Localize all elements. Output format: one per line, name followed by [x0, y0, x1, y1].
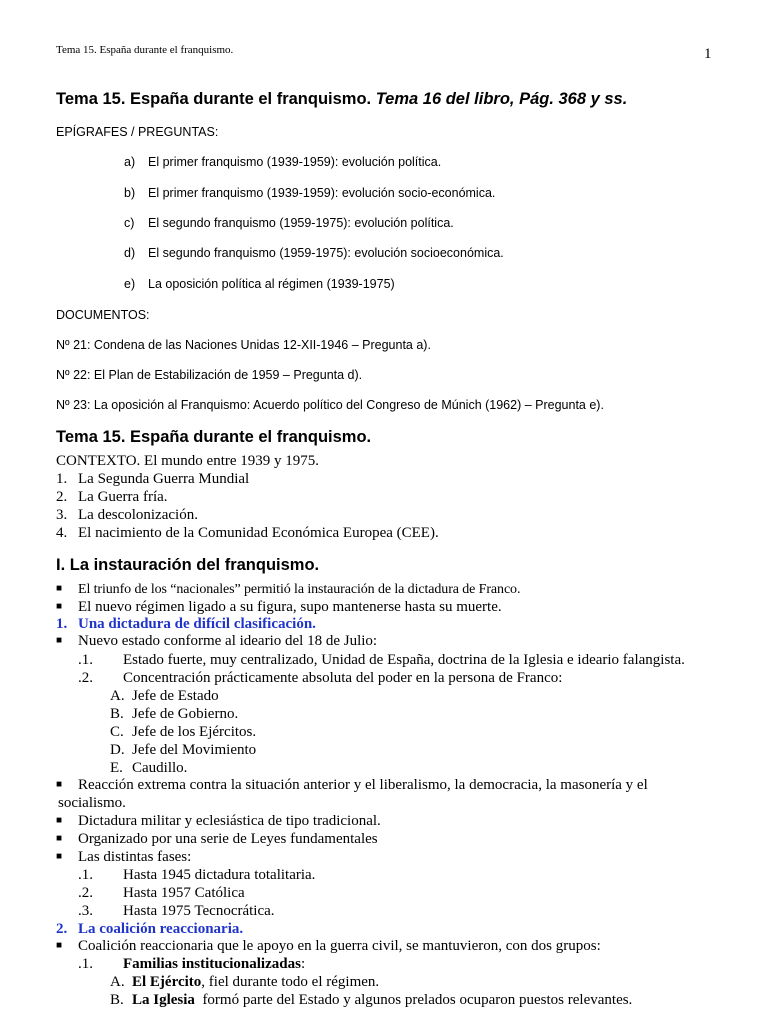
power-text: Jefe de Estado [132, 688, 219, 704]
power-text: Jefe de los Ejércitos. [132, 724, 257, 740]
item-number: 3. [56, 507, 68, 523]
epigrafe-marker: a) [124, 155, 136, 169]
item-number: 2. [56, 489, 68, 505]
power-text: Jefe de Gobierno. [132, 706, 239, 722]
power-text: Caudillo. [132, 760, 188, 776]
phase-number: .2. [78, 885, 93, 901]
bullet-text: Las distintas fases: [78, 849, 192, 865]
epigrafe-item [124, 155, 441, 169]
family-item [110, 973, 379, 991]
phase-item [78, 866, 315, 884]
title-main: Tema 15. España durante el franquismo. [56, 90, 372, 108]
epigrafe-item [124, 186, 495, 200]
power-letter: C. [110, 724, 124, 740]
bullet-item [56, 812, 381, 830]
bullet-icon: ■ [56, 815, 63, 826]
item-text: El nacimiento de la Comunidad Económica Europea (CEE). [78, 525, 439, 541]
item-text: La Guerra fría. [78, 489, 168, 505]
bullet-item [56, 632, 377, 650]
epigrafe-text: La oposición política al régimen (1939-1975) [148, 277, 395, 291]
bullet-text: El nuevo régimen ligado a su figura, supo mantenerse hasta su muerte. [78, 599, 502, 615]
power-item [110, 705, 238, 723]
epigrafe-item [124, 246, 504, 260]
bullet-item [56, 830, 378, 848]
bullet-text: Coalición reaccionaria que le apoyo en la guerra civil, se mantuvieron, con dos grupos: [78, 938, 601, 954]
subsection-number: 1. [56, 616, 68, 632]
power-letter: D. [110, 742, 125, 758]
epigrafe-text: El segundo franquismo (1959-1975): evolución socioeconómica. [148, 246, 504, 260]
sub-number: .1. [78, 652, 93, 668]
family-text: formó parte del Estado y algunos prelados ocuparon puestos relevantes. [194, 992, 633, 1008]
epigrafe-item [124, 216, 454, 230]
sub-text: Estado fuerte, muy centralizado, Unidad de España, doctrina de la Iglesia e ideario falangista. [123, 652, 685, 668]
family-name: La Iglesia [132, 992, 195, 1008]
phase-item [78, 884, 245, 902]
bullet-continuation: socialismo. [58, 795, 126, 811]
sub-number: .1. [78, 956, 93, 972]
phase-number: .3. [78, 903, 93, 919]
sub-item [78, 669, 562, 687]
documento-item: Nº 23: La oposición al Franquismo: Acuerdo político del Congreso de Múnich (1962) – Pregunta e). [56, 398, 604, 412]
bullet-text: Nuevo estado conforme al ideario del 18 de Julio: [78, 633, 378, 649]
subsection-text: Una dictadura de difícil clasificación. [78, 616, 316, 632]
power-letter: B. [110, 706, 124, 722]
contexto-heading: CONTEXTO. El mundo entre 1939 y 1975. [56, 453, 320, 469]
bullet-icon: ■ [56, 583, 63, 594]
bullet-icon: ■ [56, 833, 63, 844]
page-number: 1 [704, 46, 712, 62]
family-letter: A. [110, 974, 125, 990]
bullet-text: Organizado por una serie de Leyes fundamentales [78, 831, 378, 847]
sub-item [78, 955, 305, 973]
sub-text-bold: Familias institucionalizadas [123, 956, 301, 972]
subsection-text: La coalición reaccionaria. [78, 921, 244, 937]
phase-number: .1. [78, 867, 93, 883]
title-book-reference: Tema 16 del libro, Pág. 368 y ss. [375, 90, 628, 108]
family-item [110, 991, 632, 1009]
epigrafe-item [124, 277, 395, 291]
bullet-icon: ■ [56, 851, 63, 862]
contexto-item [56, 506, 198, 524]
item-number: 4. [56, 525, 68, 541]
item-number: 1. [56, 471, 68, 487]
epigrafe-marker: b) [124, 186, 136, 200]
documento-item: Nº 22: El Plan de Estabilización de 1959 – Pregunta d). [56, 368, 363, 382]
bullet-item [56, 598, 502, 616]
epigrafe-marker: d) [124, 246, 136, 260]
power-item [110, 759, 187, 777]
bullet-text: Reacción extrema contra la situación anterior y el liberalismo, la democracia, la masonería y el [78, 777, 648, 793]
power-item [110, 723, 256, 741]
epigrafe-text: El segundo franquismo (1959-1975): evolución política. [148, 216, 454, 230]
part-heading: I. La instauración del franquismo. [56, 556, 320, 574]
item-text: La descolonización. [78, 507, 198, 523]
sub-text: Concentración prácticamente absoluta del poder en la persona de Franco: [123, 670, 563, 686]
epigrafe-text: El primer franquismo (1939-1959): evolución socio-económica. [148, 186, 496, 200]
subsection-number: 2. [56, 921, 68, 937]
subsection-heading [56, 615, 316, 633]
section-title: Tema 15. España durante el franquismo. [56, 428, 372, 446]
documentos-label: DOCUMENTOS: [56, 308, 150, 322]
power-item [110, 741, 256, 759]
family-letter: B. [110, 992, 124, 1008]
epigrafe-marker: e) [124, 277, 136, 291]
running-header: Tema 15. España durante el franquismo. [56, 44, 234, 56]
phase-item [78, 902, 275, 920]
sub-item [78, 651, 685, 669]
subsection-heading [56, 920, 243, 938]
power-item [110, 687, 219, 705]
bullet-icon: ■ [56, 779, 63, 790]
item-text: La Segunda Guerra Mundial [78, 471, 250, 487]
bullet-icon: ■ [56, 635, 63, 646]
family-text: , fiel durante todo el régimen. [201, 974, 380, 990]
bullet-item [56, 580, 520, 599]
power-text: Jefe del Movimiento [132, 742, 257, 758]
bullet-item [56, 937, 601, 955]
contexto-item [56, 470, 249, 488]
epigrafe-text: El primer franquismo (1939-1959): evolución política. [148, 155, 442, 169]
epigrafe-marker: c) [124, 216, 135, 230]
sub-number: .2. [78, 670, 93, 686]
power-letter: E. [110, 760, 123, 776]
contexto-item [56, 488, 168, 506]
documento-item: Nº 21: Condena de las Naciones Unidas 12-XII-1946 – Pregunta a). [56, 338, 431, 352]
power-letter: A. [110, 688, 125, 704]
family-name: El Ejército [132, 974, 202, 990]
bullet-text: El triunfo de los “nacionales” permitió la instauración de la dictadura de Franco. [78, 582, 521, 597]
bullet-text: Dictadura militar y eclesiástica de tipo tradicional. [78, 813, 381, 829]
epigrafes-label: EPÍGRAFES / PREGUNTAS: [56, 125, 219, 139]
bullet-item [56, 848, 191, 866]
bullet-icon: ■ [56, 601, 63, 612]
bullet-icon: ■ [56, 940, 63, 951]
contexto-item [56, 524, 439, 542]
bullet-item [56, 776, 648, 794]
phase-text: Hasta 1957 Católica [123, 885, 245, 901]
phase-text: Hasta 1975 Tecnocrática. [123, 903, 275, 919]
phase-text: Hasta 1945 dictadura totalitaria. [123, 867, 316, 883]
main-title [56, 90, 627, 109]
sub-text-after: : [300, 956, 306, 972]
